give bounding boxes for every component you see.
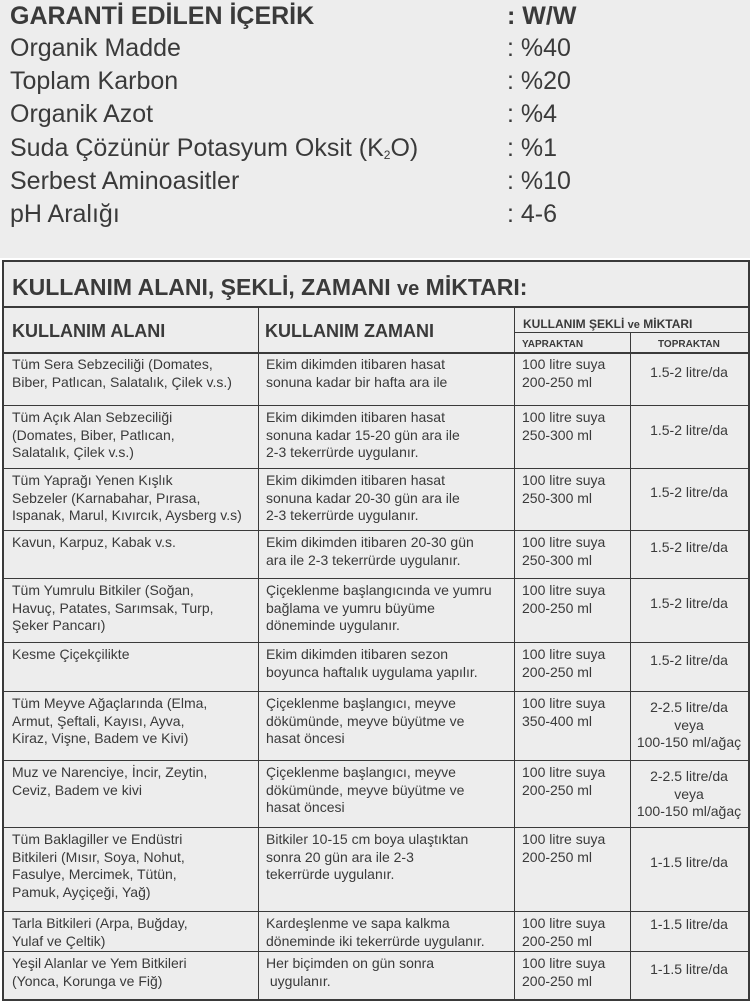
cell-time xyxy=(266,764,510,817)
cell-line: sonuna kadar 20-30 gün ara ile xyxy=(266,489,460,506)
cell-line: Tarla Bitkileri (Arpa, Buğday, xyxy=(12,915,188,931)
header-usage-time: KULLANIM ZAMANI xyxy=(265,321,434,341)
cell-line: 100 litre suya xyxy=(522,472,606,488)
cell-line: 200-250 ml xyxy=(522,373,593,390)
row-divider xyxy=(4,691,748,692)
column-divider xyxy=(514,308,515,1001)
cell-line: Ekim dikimden itibaren hasat xyxy=(266,472,445,488)
cell-line: 100 litre suya xyxy=(522,409,606,425)
cell-line: 100 litre suya xyxy=(522,915,606,931)
cell-foliar xyxy=(522,695,626,730)
cell-time xyxy=(266,356,510,391)
cell-line: 100 litre suya xyxy=(522,582,606,598)
usage-grid xyxy=(4,306,748,1001)
content-name: Organik Azot xyxy=(10,100,154,128)
method-ve: ve xyxy=(627,319,640,331)
cell-line: 250-300 ml xyxy=(522,426,593,443)
content-name xyxy=(10,132,418,165)
cell-line: 2-3 tekerrürde uygulanır. xyxy=(266,444,419,460)
cell-area xyxy=(12,356,254,391)
cell-line: 250-300 ml xyxy=(522,489,593,506)
cell-line: Tüm Yaprağı Yenen Kışlık xyxy=(12,472,173,488)
cell-area xyxy=(12,695,254,748)
cell-soil xyxy=(632,854,746,872)
content-value: : %10 xyxy=(507,167,571,195)
cell-soil xyxy=(632,916,746,934)
cell-soil xyxy=(632,364,746,382)
cell-line: dökümünde, meyve büyütme ve xyxy=(266,781,465,798)
cell-soil xyxy=(632,961,746,979)
cell-line: 2-2.5 litre/da xyxy=(650,768,728,784)
row-divider xyxy=(4,911,748,912)
content-row-amino-acids xyxy=(10,165,740,198)
cell-line: Tüm Sera Sebzeciliği (Domates, xyxy=(12,356,213,372)
cell-line: döneminde iki tekerrürde uygulanır. xyxy=(266,932,485,949)
cell-line: Kardeşlenme ve sapa kalkma xyxy=(266,915,450,931)
row-divider xyxy=(4,405,748,406)
content-name-suffix: O) xyxy=(390,134,419,162)
cell-line: hasat öncesi xyxy=(266,799,345,815)
cell-time xyxy=(266,534,510,569)
content-value: : 4-6 xyxy=(507,200,558,228)
content-value: : %40 xyxy=(507,34,571,62)
title-ve: ve xyxy=(397,278,420,300)
cell-foliar xyxy=(522,915,626,950)
cell-area xyxy=(12,472,254,525)
cell-line: 2-3 tekerrürde uygulanır. xyxy=(266,507,419,523)
row-divider xyxy=(4,827,748,828)
cell-line: Fasulye, Mercimek, Tütün, xyxy=(12,866,177,882)
cell-line: 200-250 ml xyxy=(522,972,593,989)
cell-line: 1.5-2 litre/da xyxy=(650,484,728,501)
cell-line: veya xyxy=(674,716,704,733)
cell-line: Kesme Çiçekçilikte xyxy=(12,646,130,662)
cell-area xyxy=(12,831,254,901)
cell-line: Pamuk, Ayçiçeği, Yağ) xyxy=(12,883,151,900)
cell-line: tekerrürde uygulanır. xyxy=(266,866,395,882)
header-usage-method xyxy=(523,317,692,331)
content-name: pH Aralığı xyxy=(10,200,120,228)
cell-foliar xyxy=(522,764,626,799)
content-name: Serbest Aminoasitler xyxy=(10,167,240,195)
cell-line: sonuna kadar bir hafta ara ile xyxy=(266,373,448,390)
cell-line: sonra 20 gün ara ile 2-3 xyxy=(266,848,414,865)
cell-line: 200-250 ml xyxy=(522,599,593,616)
cell-line: 1.5-2 litre/da xyxy=(650,595,728,612)
content-row-organic-nitrogen xyxy=(10,98,740,131)
cell-soil xyxy=(632,539,746,557)
cell-line: 1.5-2 litre/da xyxy=(650,363,728,380)
header-value: : W/W xyxy=(507,2,577,30)
cell-line: 2-2.5 litre/da xyxy=(650,699,728,715)
cell-area xyxy=(12,646,254,664)
usage-table xyxy=(2,260,750,1001)
cell-line: (Domates, Biber, Patlıcan, xyxy=(12,426,175,443)
cell-area xyxy=(12,915,254,950)
content-row-potassium-oxide xyxy=(10,132,740,165)
content-row-ph-range xyxy=(10,198,740,231)
cell-line: (Yonca, Korunga ve Fiğ) xyxy=(12,972,163,989)
content-value: : %1 xyxy=(507,134,558,162)
cell-line: 350-400 ml xyxy=(522,712,593,729)
row-divider xyxy=(4,530,748,531)
cell-line: veya xyxy=(674,785,704,802)
cell-line: Havuç, Patates, Sarımsak, Turp, xyxy=(12,599,214,616)
row-divider xyxy=(4,468,748,469)
cell-line: dökümünde, meyve büyütme ve xyxy=(266,712,465,729)
guaranteed-content-section xyxy=(0,0,750,258)
cell-foliar xyxy=(522,534,626,569)
cell-line: Kavun, Karpuz, Kabak v.s. xyxy=(12,534,176,550)
cell-soil xyxy=(632,484,746,502)
cell-time xyxy=(266,472,510,525)
header-usage-area: KULLANIM ALANI xyxy=(12,321,166,341)
cell-line: Bitkileri (Mısır, Soya, Nohut, xyxy=(12,848,185,865)
usage-table-title xyxy=(12,274,527,301)
cell-line: 100 litre suya xyxy=(522,695,606,711)
cell-line: 100 litre suya xyxy=(522,646,606,662)
cell-line: 200-250 ml xyxy=(522,932,593,949)
cell-area xyxy=(12,764,254,799)
header-label: GARANTİ EDİLEN İÇERİK xyxy=(10,2,315,30)
cell-line: 100 litre suya xyxy=(522,356,606,372)
row-divider xyxy=(4,951,748,952)
cell-time xyxy=(266,915,510,950)
cell-line: ara ile 2-3 tekerrürde uygulanır. xyxy=(266,551,461,568)
content-value: : %4 xyxy=(507,100,558,128)
cell-foliar xyxy=(522,831,626,866)
method-end: MİKTARI xyxy=(639,317,693,331)
cell-line: Ceviz, Badem ve kivi xyxy=(12,781,142,798)
content-name: Organik Madde xyxy=(10,34,181,62)
cell-line: hasat öncesi xyxy=(266,730,345,746)
cell-line: 200-250 ml xyxy=(522,663,593,680)
cell-area xyxy=(12,409,254,462)
cell-foliar xyxy=(522,646,626,681)
cell-line: 100-150 ml/ağaç xyxy=(636,734,742,750)
cell-line: Her biçimden on gün sonra xyxy=(266,955,435,971)
cell-soil xyxy=(632,652,746,670)
cell-soil xyxy=(632,595,746,613)
cell-line: 200-250 ml xyxy=(522,848,593,865)
cell-line: 100 litre suya xyxy=(522,764,606,780)
row-divider xyxy=(4,352,748,354)
cell-line: 1-1.5 litre/da xyxy=(650,961,728,978)
header-soil: TOPRAKTAN xyxy=(658,339,720,350)
cell-foliar xyxy=(522,582,626,617)
cell-time xyxy=(266,695,510,748)
cell-line: 1-1.5 litre/da xyxy=(650,854,728,871)
header-sub-divider xyxy=(514,332,748,333)
content-name-subscript: 2 xyxy=(383,148,391,162)
cell-line: Çiçeklenme başlangıcı, meyve xyxy=(266,695,456,711)
cell-line: Tüm Meyve Ağaçlarında (Elma, xyxy=(12,695,208,711)
cell-line: Sebzeler (Karnabahar, Pırasa, xyxy=(12,489,201,506)
cell-line: 100 litre suya xyxy=(522,534,606,550)
cell-time xyxy=(266,646,510,681)
cell-line: sonuna kadar 15-20 gün ara ile xyxy=(266,426,460,443)
cell-line: 1.5-2 litre/da xyxy=(650,651,728,668)
title-end: MİKTARI: xyxy=(419,274,528,300)
row-divider xyxy=(4,760,748,761)
content-row-total-carbon xyxy=(10,65,740,98)
column-divider xyxy=(630,332,631,1001)
cell-line: bağlama ve yumru büyüme xyxy=(266,599,435,616)
cell-line: Tüm Açık Alan Sebzeciliği xyxy=(12,409,173,425)
cell-line: Ekim dikimden itibaren 20-30 gün xyxy=(266,534,474,550)
content-value: : %20 xyxy=(507,67,571,95)
cell-soil xyxy=(632,699,746,752)
cell-line: Muz ve Narenciye, İncir, Zeytin, xyxy=(12,764,208,780)
cell-time xyxy=(266,582,510,635)
row-divider xyxy=(4,578,748,579)
cell-line: Armut, Şeftali, Kayısı, Ayva, xyxy=(12,712,185,729)
cell-foliar xyxy=(522,472,626,507)
cell-line: Çiçeklenme başlangıcı, meyve xyxy=(266,764,456,780)
cell-line: 100 litre suya xyxy=(522,955,606,971)
cell-line: Biber, Patlıcan, Salatalık, Çilek v.s.) xyxy=(12,373,232,390)
cell-time xyxy=(266,831,510,884)
cell-time xyxy=(266,409,510,462)
cell-line: Bitkiler 10-15 cm boya ulaştıktan xyxy=(266,831,469,847)
guaranteed-content-header xyxy=(10,0,740,33)
cell-line: 100 litre suya xyxy=(522,831,606,847)
cell-line: 250-300 ml xyxy=(522,551,593,568)
cell-soil xyxy=(632,768,746,821)
cell-foliar xyxy=(522,409,626,444)
header-foliar: YAPRAKTAN xyxy=(522,339,584,350)
cell-line: Yeşil Alanlar ve Yem Bitkileri xyxy=(12,955,187,971)
cell-line: Tüm Baklagiller ve Endüstri xyxy=(12,831,183,847)
cell-line: Ekim dikimden itibaren hasat xyxy=(266,409,445,425)
cell-line: 1.5-2 litre/da xyxy=(650,539,728,556)
cell-line: Kiraz, Vişne, Badem ve Kivi) xyxy=(12,730,189,746)
cell-line: uygulanır. xyxy=(266,972,331,989)
cell-line: Ekim dikimden itibaren sezon xyxy=(266,646,449,662)
cell-area xyxy=(12,582,254,635)
cell-line: 1-1.5 litre/da xyxy=(650,916,728,933)
content-name: Toplam Karbon xyxy=(10,67,179,95)
content-row-organic-matter xyxy=(10,32,740,65)
cell-line: Tüm Yumrulu Bitkiler (Soğan, xyxy=(12,582,194,598)
title-main: KULLANIM ALANI, ŞEKLİ, ZAMANI xyxy=(12,274,398,300)
cell-soil xyxy=(632,422,746,440)
cell-line: Şeker Pancarı) xyxy=(12,617,106,633)
cell-line: döneminde uygulanır. xyxy=(266,617,400,633)
cell-area xyxy=(12,955,254,990)
cell-line: boyunca haftalık uygulama yapılır. xyxy=(266,663,478,680)
cell-area xyxy=(12,534,254,552)
method-main: KULLANIM ŞEKLİ xyxy=(523,317,628,331)
cell-line: 200-250 ml xyxy=(522,781,593,798)
content-name-prefix: Suda Çözünür Potasyum Oksit (K xyxy=(10,134,384,162)
cell-line: 100-150 ml/ağaç xyxy=(636,803,742,819)
cell-line: Çiçeklenme başlangıcında ve yumru xyxy=(266,582,492,598)
cell-line: Salatalık, Çilek v.s.) xyxy=(12,444,134,460)
cell-foliar xyxy=(522,955,626,990)
cell-foliar xyxy=(522,356,626,391)
column-divider xyxy=(258,308,259,1001)
cell-line: 1.5-2 litre/da xyxy=(650,421,728,438)
cell-time xyxy=(266,955,510,990)
row-divider xyxy=(4,642,748,643)
cell-line: Yulaf ve Çeltik) xyxy=(12,932,106,949)
cell-line: Ispanak, Marul, Kıvırcık, Aysberg v.s) xyxy=(12,507,242,523)
cell-line: Ekim dikimden itibaren hasat xyxy=(266,356,445,372)
